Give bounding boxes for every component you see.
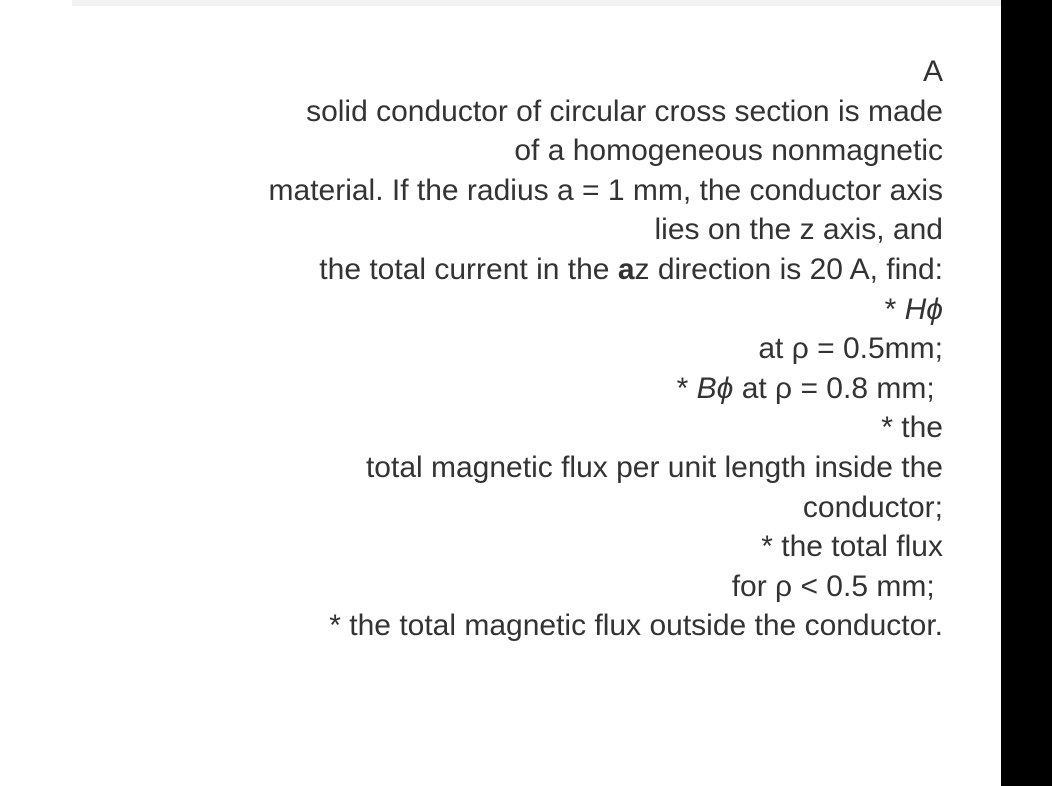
problem-line-9 [40,369,943,409]
problem-line-2: solid conductor of circular cross section is made [306,94,943,128]
problem-line-15: * the total magnetic flux outside the conductor. [329,609,943,643]
problem-line-10: * the [881,411,943,445]
problem-line-14: for ρ < 0.5 mm; [731,569,943,603]
right-black-bar [1001,0,1052,786]
problem-line-5: lies on the z axis, and [654,213,943,247]
problem-line-12: conductor; [802,490,943,524]
problem-line-4: material. If the radius a = 1 mm, the conductor axis [268,173,943,207]
problem-line-6 [40,250,943,290]
bullet-b-phi: * [676,371,697,405]
line-6-tail-text: z direction is 20 A, find: [634,252,943,286]
problem-line-7 [40,290,943,330]
problem-text [40,52,943,646]
problem-line-13: * the total flux [761,530,943,564]
line-6-lead-text: the total current in the [319,252,618,286]
top-edge-divider [72,0,1001,6]
h-phi-symbol: Hϕ [904,292,943,326]
b-phi-condition: at ρ = 0.8 mm; [733,371,943,405]
problem-line-11: total magnetic flux per unit length inside the [365,450,943,484]
bullet-h-phi: * [884,292,905,326]
problem-line-1: A [922,55,943,88]
problem-line-8: at ρ = 0.5mm; [758,332,943,366]
problem-line-3: of a homogeneous nonmagnetic [514,134,943,168]
b-phi-symbol: Bϕ [696,371,734,405]
unit-vector-a: a [617,252,635,286]
